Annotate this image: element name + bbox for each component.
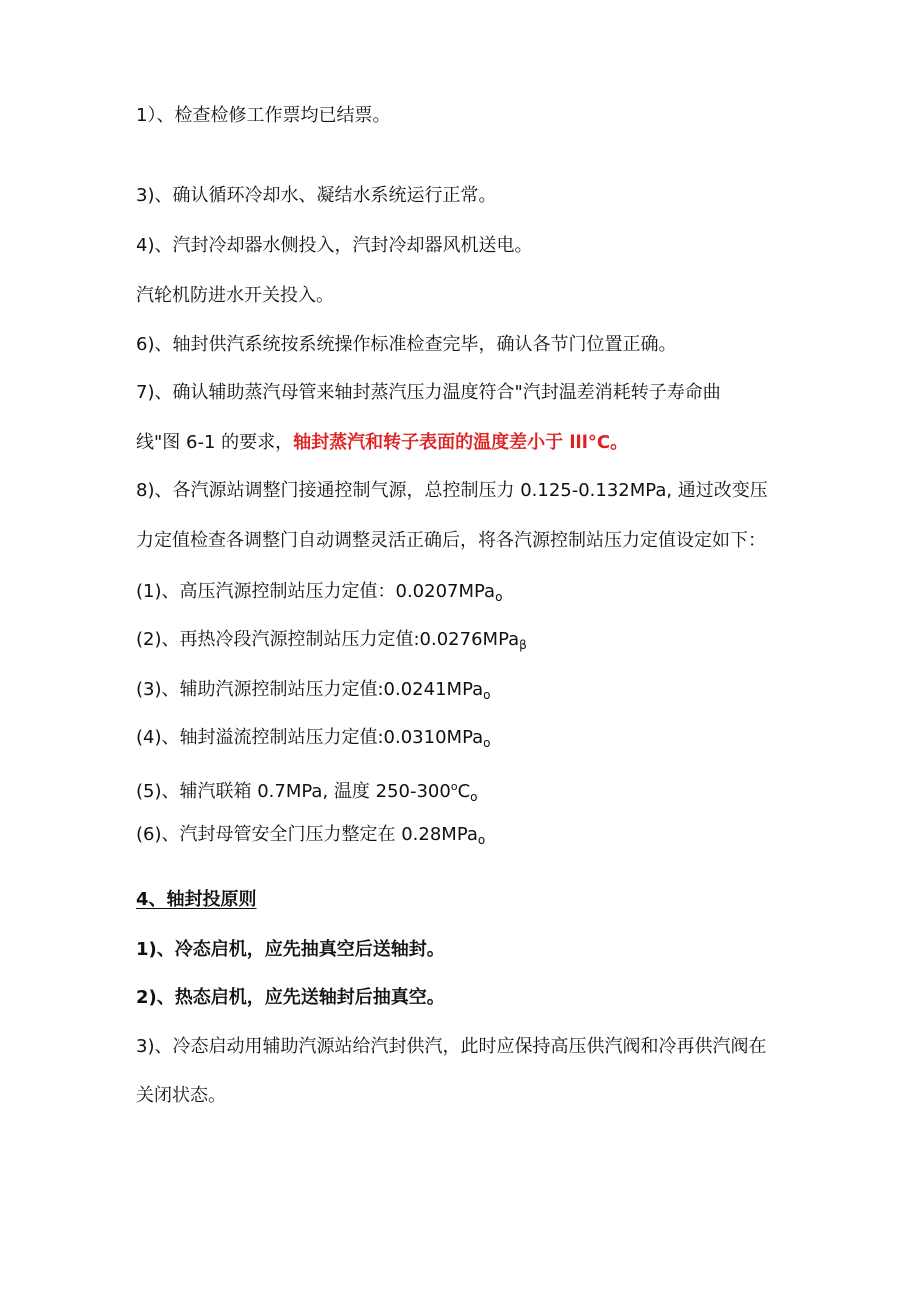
- item-seal-steam-system-check: 6)、轴封供汽系统按系统操作标准检查完毕，确认各节门位置正确。: [136, 334, 677, 355]
- item-aux-steam-confirm: 7)、确认辅助蒸汽母管来轴封蒸汽压力温度符合"汽封温差消耗转子寿命曲: [136, 382, 721, 403]
- item-gland-cooler: 4)、汽封冷却器水侧投入，汽封冷却器风机送电。: [136, 235, 533, 256]
- item-check-work-tickets: 1）、检查检修工作票均已结票。: [136, 105, 391, 126]
- section-heading: 4、轴封投原则: [136, 889, 257, 910]
- rule-cold-start-supply: 3)、冷态启动用辅助汽源站给汽封供汽，此时应保持高压供汽阀和冷再供汽阀在: [136, 1036, 767, 1057]
- item-cooling-water-system: 3)、确认循环冷却水、凝结水系统运行正常。: [136, 185, 497, 206]
- item-control-air-source-cont: 力定值检查各调整门自动调整灵活正确后，将各汽源控制站压力定值设定如下：: [136, 530, 766, 551]
- setpoint-cold-reheat: (2)、再热冷段汽源控制站压力定值:0.0276MPa$_\beta$: [136, 629, 527, 652]
- setpoint-aux-steam: (3)、辅助汽源控制站压力定值:0.0241MPa$_o$: [136, 679, 491, 702]
- item-control-air-source: 8)、各汽源站调整门接通控制气源，总控制压力 0.125-0.132MPa, 通过改变压: [136, 480, 768, 501]
- setpoint-overflow: (4)、轴封溢流控制站压力定值:0.0310MPa$_o$: [136, 727, 491, 750]
- curve-requirement-text: 线"图 6-1 的要求，: [136, 432, 294, 453]
- item-water-induction-switch: 汽轮机防进水开关投入。: [136, 285, 334, 306]
- rule-cold-start: 1)、冷态启机，应先抽真空后送轴封。: [136, 939, 445, 960]
- setpoint-aux-header: (5)、辅汽联箱 0.7MPa, 温度 $250-300^oC_o$: [136, 780, 478, 804]
- temperature-difference-highlight: 轴封蒸汽和转子表面的温度差小于 lll°C。: [293, 432, 629, 453]
- setpoint-safety-valve: (6)、汽封母管安全门压力整定在 0.28MPa$_o$: [136, 824, 486, 847]
- rule-hot-start: 2)、热态启机，应先送轴封后抽真空。: [136, 987, 445, 1008]
- item-aux-steam-confirm-cont: [136, 431, 628, 455]
- setpoint-hp-steam: (1)、高压汽源控制站压力定值：0.0207MPa$_o$: [136, 581, 503, 604]
- rule-cold-start-supply-cont: 关闭状态。: [136, 1085, 226, 1106]
